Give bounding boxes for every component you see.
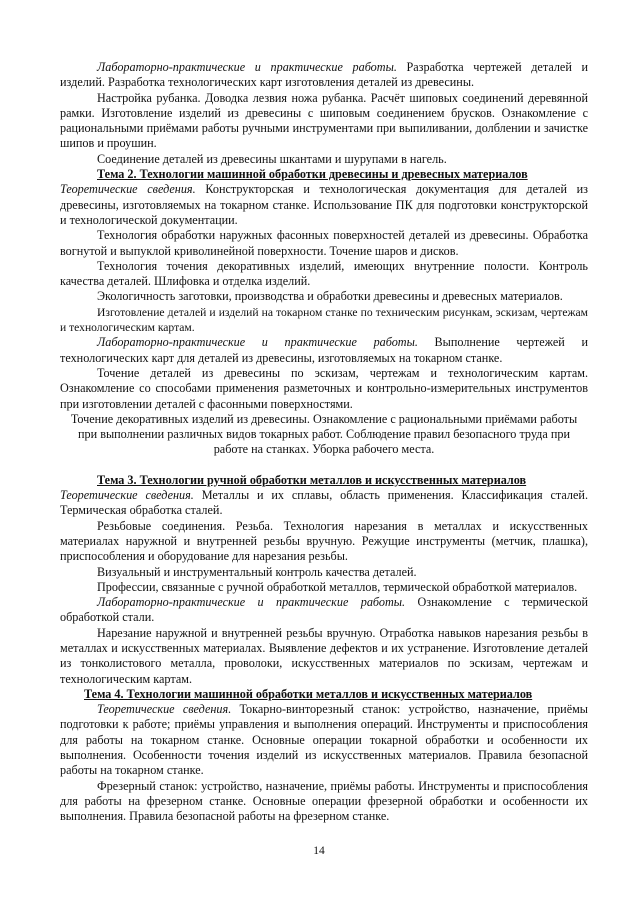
paragraph [60,580,588,595]
section-heading: Тема 2. Технологии машинной обработки древесины и древесных материалов [97,167,528,182]
paragraph [60,366,588,412]
italic-lead: Лабораторно-практические и практические работы. [97,60,397,74]
paragraph-text: Изготовление деталей и изделий на токарном станке по техническим рисункам, эскизам, чертежам и технологическим картам. [60,305,588,335]
paragraph-text: Выполнение чертежей и технологических карт для деталей из древесины, изготовляемых на токарном станке. [60,335,588,365]
page-number: 14 [313,845,325,857]
paragraph [60,488,588,519]
paragraph [60,412,588,458]
paragraph [60,565,588,580]
paragraph-text: Конструкторская и технологическая документация для деталей из древесины, изготовляемых на токарном станке. Использование ПК для подготовки конструкторской и технологической документации. [60,182,588,227]
paragraph [60,152,588,167]
paragraph [60,305,588,336]
paragraph [60,259,588,290]
paragraph-text: Ознакомление с термической обработкой стали. [60,595,588,625]
paragraph-text: Визуальный и инструментальный контроль качества деталей. [97,564,417,579]
paragraph [60,595,588,626]
section-heading: Тема 3. Технологии ручной обработки металлов и искусственных материалов [97,472,527,487]
paragraph-text: Резьбовые соединения. Резьба. Технология нарезания в металлах и искусственных материалах наружной и внутренней резьбы вручную. Режущие инструменты (метчик, плашка), приспособления и оборудование для нарезания резьбы. [60,518,588,564]
paragraph-text: Настройка рубанка. Доводка лезвия ножа рубанка. Расчёт шиповых соединений деревянной рамки. Изготовление изделий из древесины с шиповым соединением брусков. Ознакомление с рациональными приёмами работы ручными инструментами при выпиливании, долблении и зачистке шипов и проушин. [60,90,588,151]
paragraph-text: Разработка чертежей деталей и изделий. Разработка технологических карт изготовления деталей из древесины. [60,60,588,90]
italic-lead: Теоретические сведения. [60,182,196,197]
paragraph-text: Точение деталей из древесины по эскизам, чертежам и технологическим картам. Ознакомление со способами применения разметочных и контрольно-измерительных инструментов при изготовлении деталей с фасонными поверхностями. [60,365,588,411]
paragraph-text: Точение декоративных изделий из древесины. Ознакомление с рациональными приёмами работы при выполнении различных видов токарных работ. Соблюдение правил безопасного труда при работе на станках. Уборка рабочего места. [70,411,578,457]
spacer [60,458,588,473]
paragraph [60,289,588,304]
paragraph-text: Технология обработки наружных фасонных поверхностей деталей из древесины. Обработка вогнутой и выпуклой криволинейной поверхности. Точение шаров и дисков. [60,228,588,258]
section-heading: Тема 4. Технологии машинной обработки металлов и искусственных материалов [84,686,533,701]
paragraph-text: Фрезерный станок: устройство, назначение, приёмы работы. Инструменты и приспособления для работы на фрезерном станке. Основные операции фрезерной обработки и особенности их выполнения. Правила безопасной работы на фрезерном станке. [60,778,588,824]
paragraph-text: Профессии, связанные с ручной обработкой металлов, термической обработкой материалов. [97,579,578,594]
paragraph [60,626,588,687]
paragraph-text: Токарно-винторезный станок: устройство, назначение, приёмы подготовки к работе; приёмы управления и выполнения операций. Инструменты и приспособления для работы на токарном станке. Основные операции токарной обработки и особенности их выполнения. Особенности точения изделий из искусственных материалов. Правила безопасной работы на токарном станке. [60,702,588,778]
paragraph-text: Соединение деталей из древесины шкантами и шурупами в нагель. [97,151,447,166]
paragraph-text: Нарезание наружной и внутренней резьбы вручную. Отработка навыков нарезания резьбы в металлах и искусственных материалах. Выявление дефектов и их устранение. Изготовление деталей из тонколистового металла, проволоки, искусственных материалов по эскизам, чертежам и технологическим картам. [60,625,588,686]
italic-lead: Лабораторно-практические и практические работы. [97,595,406,610]
paragraph [60,91,588,152]
italic-lead: Теоретические сведения. [97,702,232,717]
paragraph-text: Экологичность заготовки, производства и обработки древесины и древесных материалов. [97,289,563,304]
paragraph [60,779,588,825]
paragraph [60,228,588,259]
paragraph-text: Технология точения декоративных изделий, имеющих внутренние полости. Контроль качества деталей. Шлифовка и отделка изделий. [60,258,588,289]
paragraph-text: Металлы и их сплавы, область применения. Классификация сталей. Термическая обработка сталей. [60,488,588,518]
paragraph [60,519,588,565]
paragraph [60,335,588,366]
paragraph [60,60,588,91]
italic-lead: Теоретические сведения. [60,488,194,503]
paragraph [60,182,588,228]
page-body [60,60,588,825]
italic-lead: Лабораторно-практические и практические работы. [97,335,418,350]
paragraph [60,702,588,778]
